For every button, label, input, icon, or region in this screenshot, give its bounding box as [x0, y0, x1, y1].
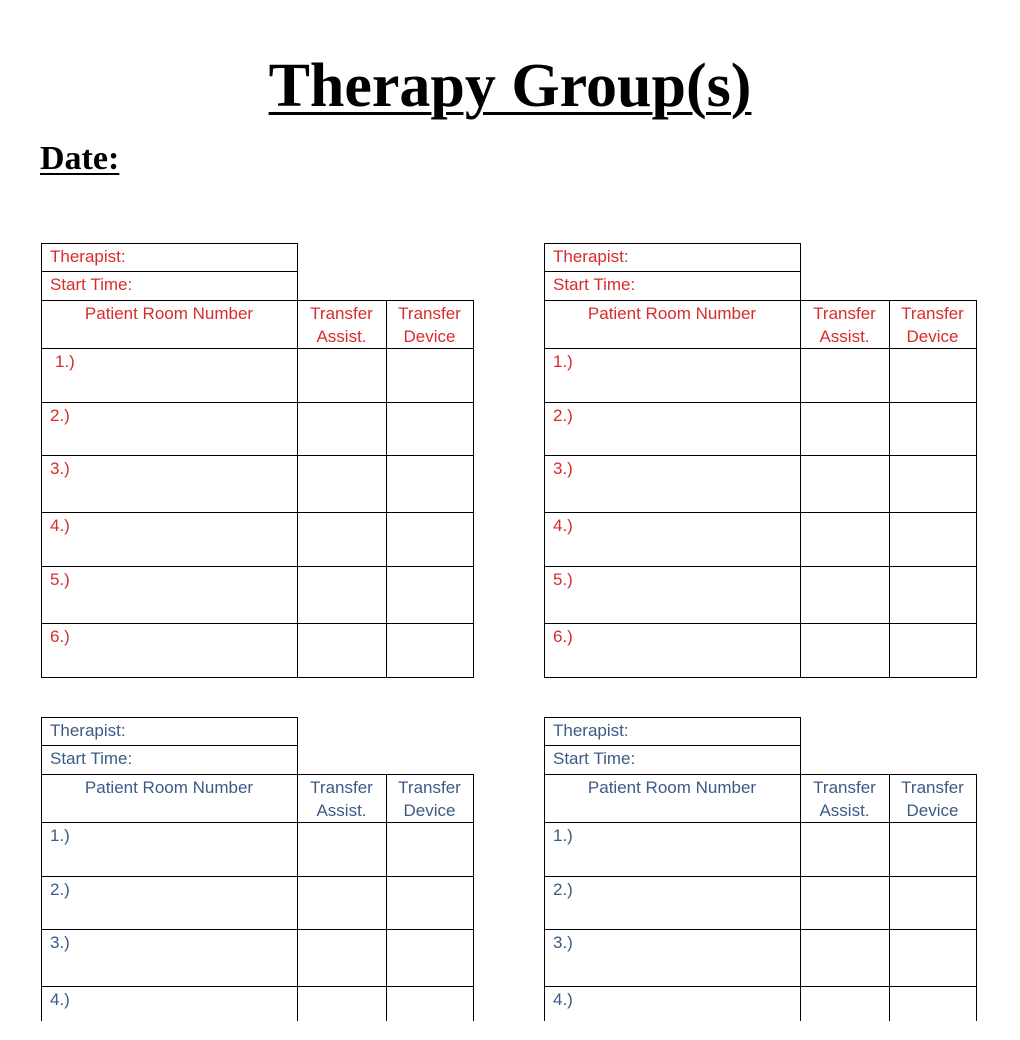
patient-room-cell[interactable]	[42, 877, 297, 929]
transfer-assist-cell[interactable]	[801, 349, 889, 402]
transfer-assist-cell[interactable]	[298, 877, 386, 929]
transfer-assist-cell[interactable]	[801, 513, 889, 566]
table-border	[41, 717, 298, 718]
patient-room-cell[interactable]	[545, 987, 800, 1040]
transfer-device-cell[interactable]	[387, 513, 473, 566]
column-header-patient-room: Patient Room Number	[84, 778, 254, 797]
transfer-device-cell[interactable]	[890, 823, 976, 876]
transfer-assist-cell[interactable]	[298, 349, 386, 402]
table-row-label: 4.)	[553, 516, 573, 535]
table-border	[544, 271, 801, 272]
transfer-device-cell[interactable]	[890, 456, 976, 512]
patient-room-cell[interactable]	[545, 513, 800, 566]
date-label: Date:	[40, 140, 120, 177]
patient-room-cell[interactable]	[42, 823, 297, 876]
table-border	[544, 243, 801, 244]
table-border	[41, 271, 298, 272]
patient-room-cell[interactable]	[545, 823, 800, 876]
table-row-label: 1.)	[50, 826, 70, 845]
table-row-label: 4.)	[50, 516, 70, 535]
table-row-label: 3.)	[50, 933, 70, 952]
patient-room-cell[interactable]	[42, 987, 297, 1040]
transfer-assist-cell[interactable]	[801, 456, 889, 512]
transfer-assist-cell[interactable]	[298, 403, 386, 455]
column-header-transfer-device: Transfer Device	[398, 778, 461, 820]
table-row-label: 1.)	[553, 352, 573, 371]
transfer-device-cell[interactable]	[890, 624, 976, 677]
table-border	[544, 717, 801, 718]
transfer-assist-cell[interactable]	[801, 624, 889, 677]
patient-room-cell[interactable]	[545, 349, 800, 402]
transfer-assist-cell[interactable]	[298, 456, 386, 512]
transfer-assist-cell[interactable]	[298, 513, 386, 566]
table-border	[544, 774, 977, 775]
table-border	[41, 745, 298, 746]
therapist-label: Therapist:	[50, 247, 126, 266]
table-row-label: 3.)	[553, 933, 573, 952]
table-row-label: 3.)	[553, 459, 573, 478]
table-border	[544, 677, 977, 678]
therapist-label: Therapist:	[50, 721, 126, 740]
column-header-transfer-assist: Transfer Assist.	[310, 778, 373, 820]
table-row-label: 3.)	[50, 459, 70, 478]
table-border	[544, 745, 801, 746]
table-row-label: 1.)	[55, 352, 75, 371]
transfer-assist-cell[interactable]	[801, 987, 889, 1040]
transfer-device-cell[interactable]	[387, 877, 473, 929]
patient-room-cell[interactable]	[42, 513, 297, 566]
transfer-assist-cell[interactable]	[801, 823, 889, 876]
transfer-device-cell[interactable]	[387, 349, 473, 402]
transfer-assist-cell[interactable]	[801, 930, 889, 986]
transfer-device-cell[interactable]	[387, 567, 473, 623]
table-row-label: 2.)	[50, 880, 70, 899]
table-row-label: 2.)	[553, 880, 573, 899]
transfer-assist-cell[interactable]	[298, 567, 386, 623]
column-header-transfer-assist: Transfer Assist.	[813, 778, 876, 820]
transfer-assist-cell[interactable]	[298, 987, 386, 1040]
patient-room-cell[interactable]	[42, 349, 297, 402]
table-border	[41, 243, 298, 244]
therapist-label: Therapist:	[553, 721, 629, 740]
table-border	[297, 717, 298, 774]
column-header-transfer-device: Transfer Device	[901, 304, 964, 346]
table-border	[800, 243, 801, 300]
patient-room-cell[interactable]	[545, 403, 800, 455]
transfer-device-cell[interactable]	[890, 513, 976, 566]
transfer-device-cell[interactable]	[890, 349, 976, 402]
patient-room-cell[interactable]	[545, 877, 800, 929]
patient-room-cell[interactable]	[545, 567, 800, 623]
patient-room-cell[interactable]	[42, 403, 297, 455]
transfer-device-cell[interactable]	[387, 403, 473, 455]
transfer-device-cell[interactable]	[890, 403, 976, 455]
start-time-label: Start Time:	[553, 749, 636, 768]
column-header-transfer-device: Transfer Device	[398, 304, 461, 346]
table-row-label: 1.)	[553, 826, 573, 845]
table-row-label: 4.)	[553, 990, 573, 1009]
patient-room-cell[interactable]	[545, 930, 800, 986]
table-row-label: 6.)	[553, 627, 573, 646]
patient-room-cell[interactable]	[42, 456, 297, 512]
patient-room-cell[interactable]	[545, 624, 800, 677]
start-time-label: Start Time:	[553, 275, 636, 294]
transfer-device-cell[interactable]	[387, 930, 473, 986]
transfer-device-cell[interactable]	[890, 567, 976, 623]
transfer-assist-cell[interactable]	[801, 403, 889, 455]
patient-room-cell[interactable]	[545, 456, 800, 512]
transfer-device-cell[interactable]	[387, 456, 473, 512]
transfer-device-cell[interactable]	[387, 987, 473, 1040]
table-row-label: 5.)	[50, 570, 70, 589]
transfer-device-cell[interactable]	[890, 930, 976, 986]
transfer-device-cell[interactable]	[890, 987, 976, 1040]
patient-room-cell[interactable]	[42, 930, 297, 986]
table-row-label: 2.)	[553, 406, 573, 425]
transfer-assist-cell[interactable]	[298, 930, 386, 986]
column-header-transfer-assist: Transfer Assist.	[310, 304, 373, 346]
table-border	[473, 774, 474, 1021]
table-row-label: 4.)	[50, 990, 70, 1009]
transfer-device-cell[interactable]	[387, 624, 473, 677]
transfer-assist-cell[interactable]	[801, 567, 889, 623]
patient-room-cell[interactable]	[42, 624, 297, 677]
table-row-label: 6.)	[50, 627, 70, 646]
transfer-assist-cell[interactable]	[298, 624, 386, 677]
start-time-label: Start Time:	[50, 749, 133, 768]
table-border	[41, 300, 474, 301]
table-border	[297, 243, 298, 300]
column-header-patient-room: Patient Room Number	[587, 304, 757, 323]
table-border	[544, 300, 977, 301]
table-row-label: 2.)	[50, 406, 70, 425]
transfer-assist-cell[interactable]	[298, 823, 386, 876]
column-header-transfer-device: Transfer Device	[901, 778, 964, 820]
transfer-assist-cell[interactable]	[801, 877, 889, 929]
column-header-patient-room: Patient Room Number	[84, 304, 254, 323]
transfer-device-cell[interactable]	[890, 877, 976, 929]
therapist-label: Therapist:	[553, 247, 629, 266]
transfer-device-cell[interactable]	[387, 823, 473, 876]
table-row-label: 5.)	[553, 570, 573, 589]
page-title: Therapy Group(s)	[268, 52, 752, 120]
start-time-label: Start Time:	[50, 275, 133, 294]
table-border	[41, 677, 474, 678]
table-border	[800, 717, 801, 774]
table-border	[976, 300, 977, 678]
table-border	[976, 774, 977, 1021]
column-header-patient-room: Patient Room Number	[587, 778, 757, 797]
table-border	[473, 300, 474, 678]
patient-room-cell[interactable]	[42, 567, 297, 623]
column-header-transfer-assist: Transfer Assist.	[813, 304, 876, 346]
table-border	[41, 774, 474, 775]
